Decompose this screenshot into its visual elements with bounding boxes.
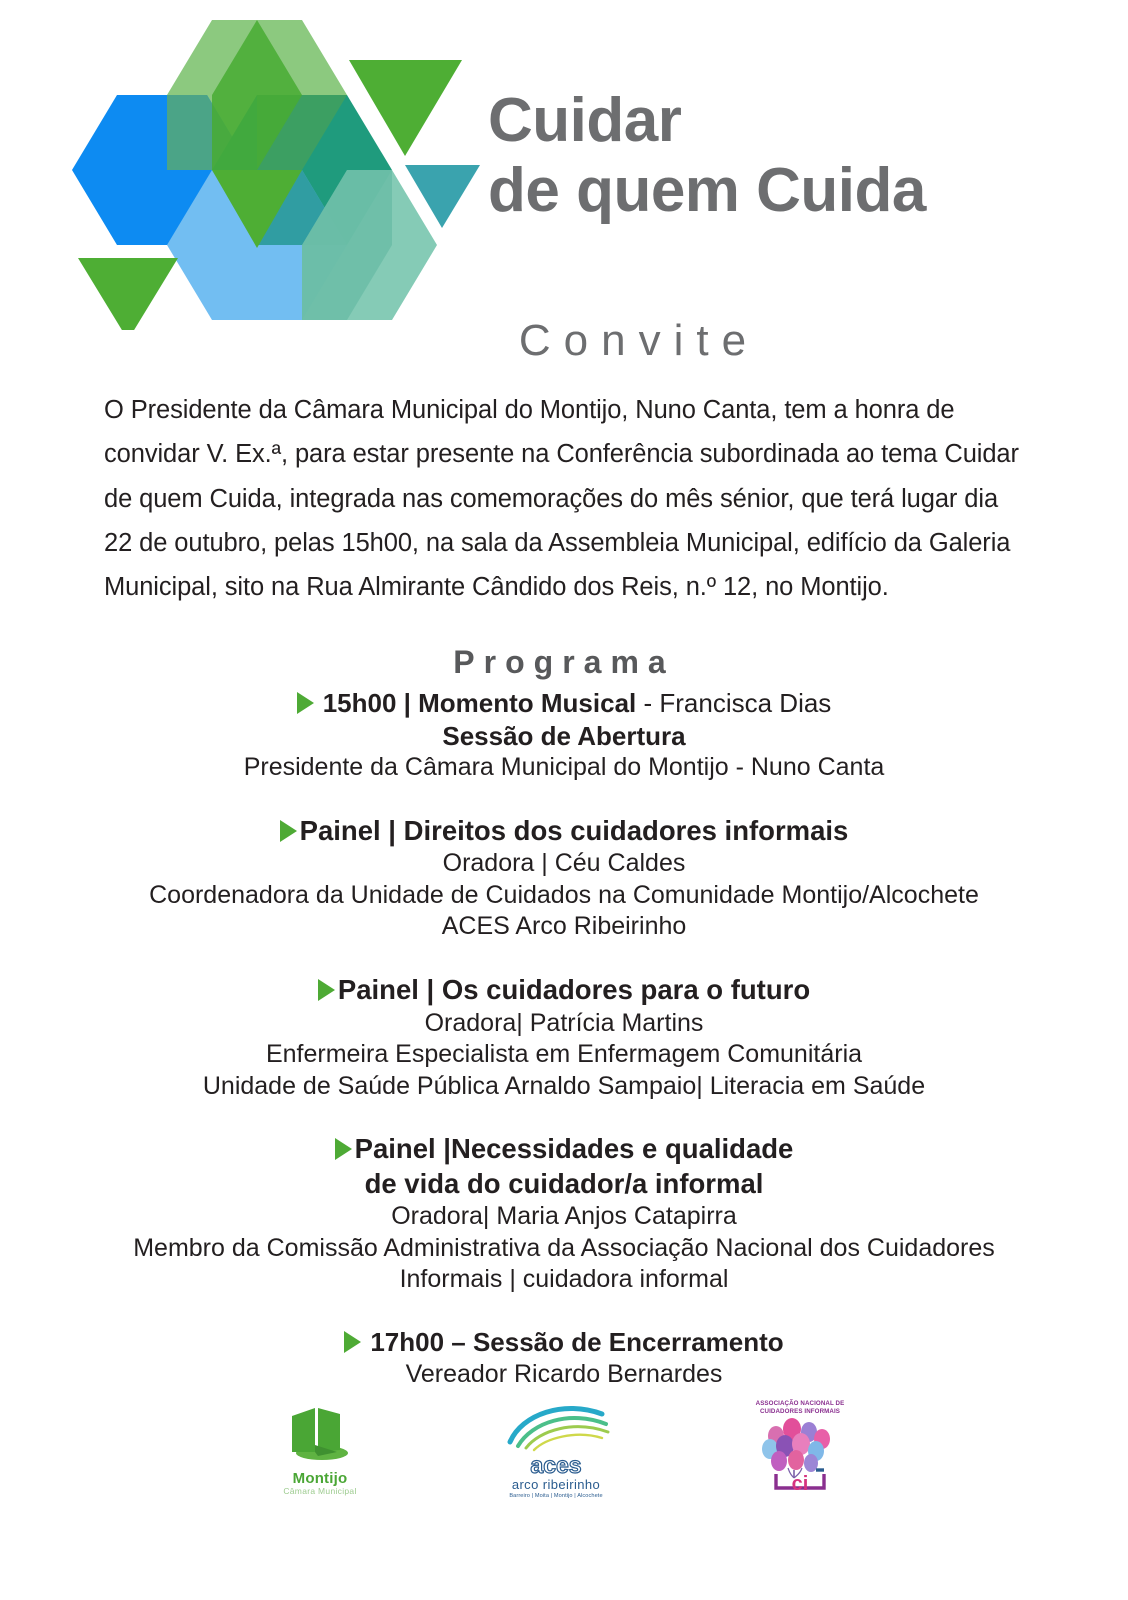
footer-logos — [0, 1400, 1128, 1530]
aces-wordmark-icon — [498, 1453, 614, 1479]
programa-item-line3: Membro da Comissão Administrativa da Associação Nacional dos Cuidadores — [133, 1233, 995, 1262]
anci-balloons-icon — [754, 1418, 846, 1490]
montijo-logo-name: Montijo — [292, 1470, 348, 1487]
page-title — [488, 86, 1108, 226]
montijo-logo-subtitle: Câmara Municipal — [283, 1486, 357, 1496]
programa-item-title — [0, 973, 1128, 1008]
programa-item-line3: Presidente da Câmara Municipal do Montijo - Nuno Canta — [243, 753, 885, 782]
aces-swoosh-icon — [490, 1400, 622, 1454]
programa-item — [0, 1326, 1128, 1390]
triangle-bullet-icon — [297, 692, 314, 714]
programa-item — [0, 1132, 1128, 1296]
programa-item-line3: Enfermeira Especialista em Enfermagem Comunitária — [265, 1040, 863, 1069]
brand-title-line1: Cuidar — [488, 86, 682, 155]
programa-item — [0, 687, 1128, 784]
programa-item-bold2: de vida do cuidador/a informal — [364, 1167, 764, 1199]
anci-logo-title — [754, 1400, 846, 1416]
triangle-bullet-icon — [344, 1331, 361, 1353]
programa-item-line4: ACES Arco Ribeirinho — [441, 912, 687, 941]
programa-item-bold: Painel | Os cuidadores para o futuro — [337, 973, 811, 1005]
programa-item-bold: 15h00 | Momento Musical — [322, 687, 637, 718]
programa-item-line4: Unidade de Saúde Pública Arnaldo Sampaio| Literacia em Saúde — [202, 1071, 926, 1100]
programa-item-bold: Painel |Necessidades e qualidade — [354, 1133, 794, 1165]
aces-logo-cities: Barreiro | Moita | Montijo | Alcochete — [509, 1493, 603, 1499]
programa-list — [0, 687, 1128, 1390]
programa-heading: Programa — [453, 643, 675, 680]
programa-item — [0, 973, 1128, 1102]
programa-item-line2: Oradora | Céu Caldes — [442, 849, 686, 878]
programa-item-title — [0, 1326, 1128, 1359]
cuidar-hexagon-logo-icon — [72, 20, 492, 330]
convite-heading: Convite — [518, 316, 760, 365]
svg-text:aces: aces — [530, 1453, 582, 1478]
programa-item-title — [0, 687, 1128, 720]
triangle-bullet-icon — [335, 1138, 352, 1160]
programa-item-line3: Coordenadora da Unidade de Cuidados na Comunidade Montijo/Alcochete — [149, 880, 979, 909]
programa-item-line2: Oradora| Maria Anjos Catapirra — [391, 1202, 737, 1231]
aces-logo-name: arco ribeirinho — [511, 1477, 601, 1492]
triangle-bullet-icon — [280, 820, 297, 842]
anci-logo-title-line2: CUIDADORES INFORMAIS — [759, 1407, 841, 1415]
programa-item-line2: Oradora| Patrícia Martins — [424, 1008, 704, 1037]
programa-item-title — [0, 1132, 1128, 1167]
aces-logo — [490, 1400, 622, 1499]
invitation-paragraph: O Presidente da Câmara Municipal do Montijo, Nuno Canta, tem a honra de convidar V. Ex.ª, para estar presente na Conferência subordinada ao tema Cuidar de quem Cuida, integrada nas comemorações do mês sénior, que terá lugar dia 22 de outubro, pelas 15h00, na sala da Assembleia Municipal, edifício da Galeria Municipal, sito na Rua Almirante Cândido dos Reis, n.º 12, no Montijo. — [104, 396, 1019, 602]
programa-item-bold: 17h00 – Sessão de Encerramento — [370, 1326, 784, 1357]
brand-title-line2: de quem Cuida — [488, 156, 926, 226]
svg-text:ci: ci — [791, 1472, 809, 1490]
programa-item-title — [0, 814, 1128, 849]
programa-item — [0, 814, 1128, 943]
programa-item-trailing: - Francisca Dias — [636, 687, 832, 718]
programa-item-line2: Vereador Ricardo Bernardes — [405, 1359, 723, 1388]
anci-logo-title-line1: ASSOCIAÇÃO NACIONAL DE — [755, 1400, 845, 1407]
montijo-book-icon — [282, 1400, 358, 1464]
programa-item-line2: Sessão de Abertura — [442, 720, 686, 751]
triangle-bullet-icon — [318, 979, 335, 1001]
header — [0, 0, 1128, 310]
anci-logo — [754, 1400, 846, 1495]
programa-item-bold: Painel | Direitos dos cuidadores informais — [299, 814, 849, 846]
programa-item-line4: Informais | cuidadora informal — [399, 1265, 729, 1294]
montijo-logo — [282, 1400, 358, 1496]
